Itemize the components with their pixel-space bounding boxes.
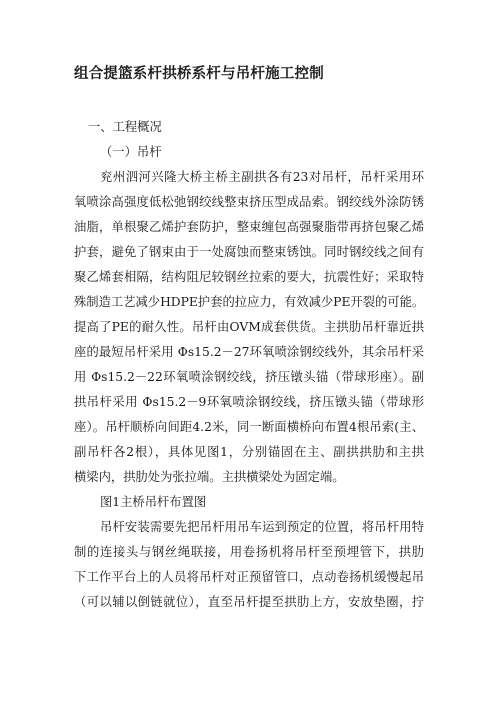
- body-line: 座）。吊杆顺桥向间距4.2米，同一断面横桥向布置4根吊索(主、: [74, 420, 424, 434]
- body-line: 下工作平台上的人员将吊杆对正预留管口，点动卷扬机缓慢起吊: [74, 570, 424, 584]
- body-line: 氧喷涂高强度低松弛钢绞线整束挤压型成品索。钢绞线外涂防锈: [74, 195, 424, 209]
- body-line: 用 Φs15.2－22环氧喷涂钢绞线，挤压镦头锚（带球形座）。副: [74, 370, 424, 384]
- body-line: 殊制造工艺减少HDPE护套的拉应力，有效减少PE开裂的可能。: [74, 295, 424, 309]
- body-line: 兖州泗河兴隆大桥主桥主副拱各有23对吊杆，吊杆采用环: [100, 170, 424, 184]
- body-line: （可以辅以倒链就位），直至吊杆提至拱肋上方，安放垫圈，拧: [74, 595, 424, 609]
- body-line: 图1主桥吊杆布置图: [100, 495, 207, 509]
- body-line: 制的连接头与钢丝绳联接，用卷扬机将吊杆至预埋管下，拱肋: [74, 545, 424, 559]
- document-body: [74, 115, 424, 615]
- document-title: 组合提篮系杆拱桥系杆与吊杆施工控制: [74, 66, 324, 82]
- body-line: 座的最短吊杆采用 Φs15.2－27环氧喷涂钢绞线外，其余吊杆采: [74, 345, 424, 359]
- body-line: 提高了PE的耐久性。吊杆由OVM成套供货。主拱肋吊杆靠近拱: [74, 320, 424, 334]
- body-line: 拱吊杆采用 Φs15.2－9环氧喷涂钢绞线，挤压镦头锚（带球形: [74, 395, 424, 409]
- body-line: 副吊杆各2根），具体见图1，分别锚固在主、副拱拱肋和主拱: [74, 445, 424, 459]
- body-line: 横梁内，拱肋处为张拉端。主拱横梁处为固定端。: [74, 470, 345, 484]
- body-line: 一、工程概况: [88, 120, 162, 134]
- body-line: 护套，避免了钢束由于一处腐蚀而整束锈蚀。同时钢绞线之间有: [74, 245, 424, 259]
- body-line: 聚乙烯套相隔，结构阻尼较钢丝拉索的要大，抗震性好；采取特: [74, 270, 424, 284]
- body-line: 吊杆安装需要先把吊杆用吊车运到预定的位置，将吊杆用特: [100, 520, 424, 534]
- body-line: （一）吊杆: [100, 145, 162, 159]
- body-line: 油脂，单根聚乙烯护套防护，整束缠包高强聚脂带再挤包聚乙烯: [74, 220, 424, 234]
